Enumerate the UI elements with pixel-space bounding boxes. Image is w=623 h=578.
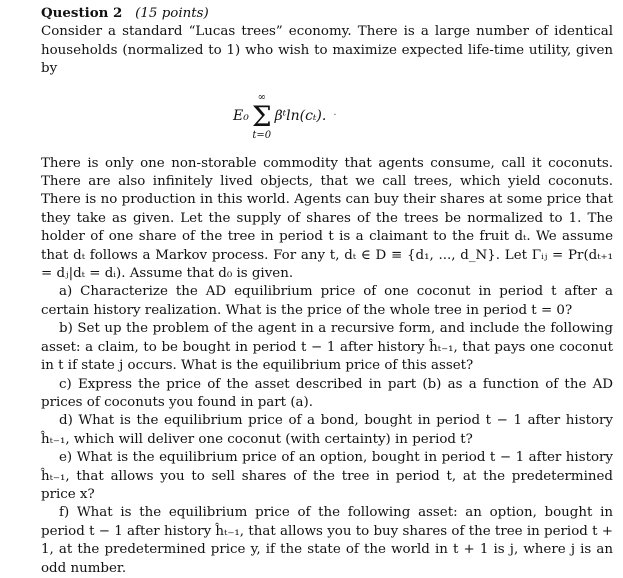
part-text: What is the equilibrium price of a bond, bought in period t − 1 after history ĥₜ₋₁, which will deliver one coconut (with certainty) in period t?: [41, 413, 613, 447]
sum-lower-limit: t=0: [252, 129, 272, 141]
part-text: Express the price of the asset described in part (b) as a function of the AD prices of coconuts you found in part (a).: [41, 376, 613, 410]
part-f: [41, 504, 613, 578]
part-label: e): [59, 450, 73, 466]
part-text: Set up the problem of the agent in a recursive form, and include the following asset: a claim, to be bought in period t − 1 after history ĥₜ₋₁, that pays one coconut in t if state j occurs. What is the equilibrium price of this asset?: [41, 321, 613, 374]
question-title: Question 2: [41, 5, 123, 21]
part-label: c): [59, 376, 72, 392]
formula-expectation: E₀: [233, 108, 249, 125]
part-label: a): [59, 284, 73, 300]
part-text: What is the equilibrium price of an option, bought in period t − 1 after history ĥₜ₋₁, that allows you to sell shares of the tree in period t, at the predetermined price x?: [41, 450, 613, 502]
part-label: b): [59, 321, 73, 337]
part-label: d): [59, 413, 73, 429]
part-c: [41, 376, 613, 413]
formula-body: βᵗln(cₜ).: [274, 108, 327, 125]
part-b: [41, 320, 613, 375]
intro-paragraph: Consider a standard “Lucas trees” economy. There is a large number of identical households (normalized to 1) who wish to maximize expected life-time utility, given by: [41, 24, 613, 77]
part-label: f): [59, 505, 70, 521]
part-a: [41, 283, 613, 320]
part-e: [41, 449, 613, 504]
sum-upper-limit: ∞: [257, 91, 266, 103]
question-points: (15 points): [135, 6, 209, 21]
utility-formula: [41, 79, 613, 155]
summation: [252, 93, 272, 141]
part-text: What is the equilibrium price of the following asset: an option, bought in period t − 1 after history ĥₜ₋₁, that allows you to buy shares of the tree in period t + 1, at the predetermined price y, if the state of the world in t + 1 is j, where j is an odd number.: [41, 505, 613, 576]
formula-trailing-mark: ·: [333, 110, 337, 122]
body-paragraph: There is only one non-storable commodity that agents consume, call it coconuts. There are also infinitely lived objects, that we call trees, which yield coconuts. There is no production in this world. Agents can buy their shares at some price that they take as given. Let the supply of shares of the trees be normalized to 1. The holder of one share of the tree in period t is a claimant to the fruit dₜ. We assume that dₜ follows a Markov process. For any t, dₜ ∈ D ≡ {d₁, ..., d_N}. Let Γᵢⱼ = Pr(dₜ₊₁ = dⱼ|dₜ = dᵢ). Assume that d₀ is given.: [41, 155, 613, 282]
sum-symbol: Σ: [251, 99, 272, 133]
part-text: Characterize the AD equilibrium price of one coconut in period t after a certain history realization. What is the price of the whole tree in period t = 0?: [41, 284, 613, 318]
question-heading: [41, 4, 613, 23]
part-d: [41, 412, 613, 449]
